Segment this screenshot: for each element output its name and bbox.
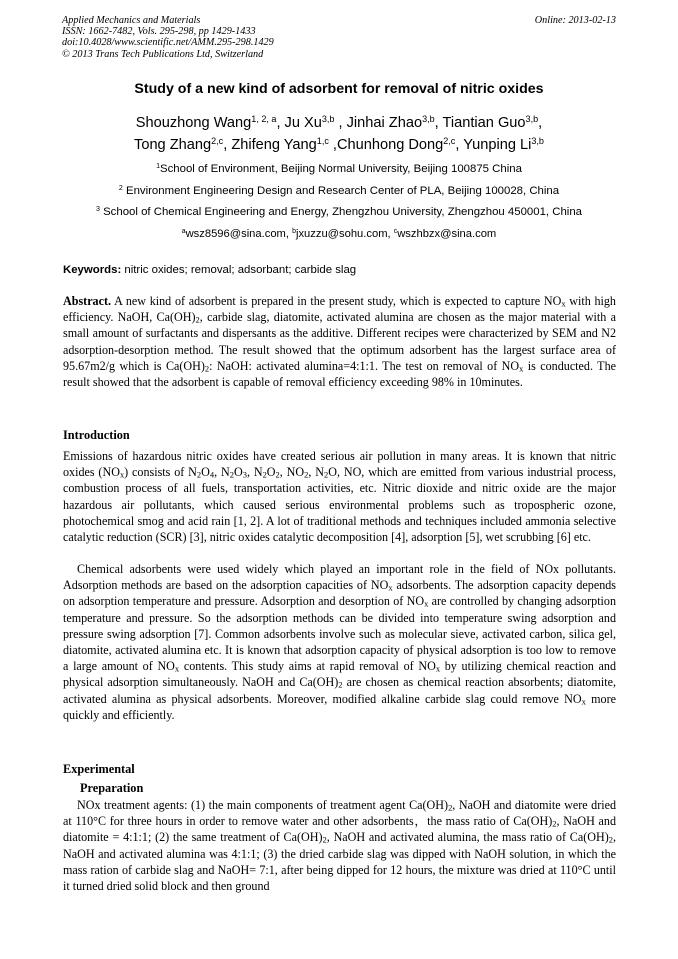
abstract-text: , carbide slag, diatomite, activated alumina are chosen as the major material with a small amount of surfactants and dispersants as the additive. Different recipes were characterized by SEM and N2 adsorption-desorption method. The result showed that the optimum adsorbent has the largest surface area of 95.67m2/g which is Ca(OH)	[63, 310, 616, 373]
journal-copyright: © 2013 Trans Tech Publications Ltd, Switzerland	[62, 48, 264, 60]
text-run: , N	[214, 465, 230, 480]
subscript: x	[119, 469, 125, 480]
journal-header	[62, 15, 616, 60]
email: wsz8596@sina.com,	[185, 228, 293, 240]
text-run: contents. This study aims at rapid removal of NO	[179, 659, 436, 674]
affiliation-mark: 3	[96, 206, 100, 214]
text-run: O	[233, 465, 243, 480]
email: jxuzzu@sohu.com,	[295, 228, 394, 240]
subscript: 2	[195, 314, 200, 325]
author-separator: ,	[434, 115, 443, 131]
author: Shouzhong Wang	[135, 115, 252, 131]
text-run: , N	[308, 465, 324, 480]
author-affiliation-mark: 3,b	[531, 136, 544, 147]
email-mark: b	[292, 228, 296, 236]
author: Zhifeng Yang	[231, 137, 317, 153]
subscript: 2	[448, 802, 453, 813]
subscript: 2	[262, 469, 267, 480]
keywords-label: Keywords:	[63, 264, 122, 276]
subscript: 2	[338, 680, 343, 691]
email-mark: c	[393, 228, 398, 236]
text-run: Emissions of hazardous nitric oxides have created serious air pollution in many areas. It is known that nitric oxides (NO	[63, 449, 616, 480]
subscript: x	[388, 582, 393, 593]
abstract-text: is conducted. The result showed that the adsorbent is capable of removal efficiency exceeding 98% in 10minutes.	[63, 358, 616, 390]
introduction-paragraph-1	[63, 448, 616, 545]
subscript: 2	[204, 363, 210, 374]
text-run: O, NO, which are emitted from various industrial process, combustion process of all fuels, transportation activities, etc. Nitric dioxide and nitric oxide are the major hazardous air pollutants, which caused serious environmental problems such as tropospheric ozone, photochemical smog and acid rain [1, 2]. A lot of traditional methods and techniques included ammonia selective catalytic reduction (SCR) [3], nitric oxides catalytic decomposition [4], adsorption [5], wet scrubbing [6] etc.	[63, 465, 617, 545]
subscript: 2	[275, 469, 280, 480]
email-mark: a	[181, 228, 186, 236]
affiliation-3	[40, 206, 638, 218]
paper-title: Study of a new kind of adsorbent for removal of nitric oxides	[134, 81, 544, 97]
subscript: 2	[229, 469, 234, 480]
subscript: x	[561, 298, 566, 309]
subscript: x	[174, 663, 180, 674]
author-affiliation-mark: 3,b	[422, 114, 435, 125]
subscript: 2	[322, 835, 327, 846]
subscript: x	[519, 363, 524, 374]
affiliation-text: Environment Engineering Design and Research Center of PLA, Beijing 100028, China	[122, 185, 560, 197]
author-separator: ,	[538, 115, 543, 131]
author-separator: ,	[328, 137, 337, 153]
author: Chunhong Dong	[336, 137, 444, 153]
subscript: 3	[242, 469, 247, 480]
abstract-label: Abstract.	[63, 294, 112, 308]
text-run: more quickly and efficiently.	[63, 691, 616, 722]
author: Ju Xu	[284, 115, 322, 131]
affiliation-mark: 1	[156, 163, 160, 171]
text-run: , NaOH and activated alumina was 4:1:1; (3) the dried carbide slag was dipped with NaOH solution, in which the mass ration of carbide slag and NaOH= 7:1, after being dipped for 12 hours, the mixture was dried at 110°C until it turned dried solid block and then ground	[63, 830, 617, 894]
author-affiliation-mark: 3,b	[321, 114, 335, 125]
online-date: Online: 2013-02-13	[534, 15, 616, 26]
keywords	[63, 264, 617, 276]
text-run: ) consists of N	[124, 465, 197, 480]
journal-doi: doi:10.4028/www.scientific.net/AMM.295-298.1429	[62, 37, 274, 49]
journal-issn: ISSN: 1662-7482, Vols. 295-298, pp 1429-1433	[62, 26, 256, 38]
author-affiliation-mark: 1, 2, a	[251, 114, 277, 125]
affiliation-mark: 2	[118, 185, 123, 193]
author-list	[62, 112, 616, 156]
author-separator: ,	[334, 115, 347, 131]
text-run: are chosen as chemical reaction absorbents; diatomite, activated alumina as physical adsorbents. Moreover, modified alkaline carbide slag could remove NO	[63, 675, 616, 706]
subsection-heading-preparation: Preparation	[80, 781, 144, 795]
keywords-text: nitric oxides; removal; adsorbant; carbide slag	[121, 264, 357, 276]
subscript: 2	[552, 818, 557, 829]
journal-name: Applied Mechanics and Materials	[62, 15, 201, 26]
subscript: 2	[196, 469, 202, 480]
abstract-text: with high efficiency. NaOH, Ca(OH)	[63, 294, 616, 325]
text-run: are controlled by changing adsorption temperature and pressure. So the adsorption methods can be divided into temperature swing adsorption and pressure swing adsorption [7]. Common adsorbents involve such as molecular sieve, activated carbon, silica gel, diatomite, activated alumina etc. It is known that adsorption capacity of physical adsorption is too low to remove a large amount of NO	[63, 594, 617, 674]
email: wszhbzx@sina.com	[397, 228, 497, 240]
text-run: , NaOH and diatomite = 4:1:1; (2) the same treatment of Ca(OH)	[63, 814, 616, 845]
affiliation-text: School of Chemical Engineering and Energy, Zhengzhou University, Zhengzhou 450001, China	[99, 206, 582, 218]
author: Tong Zhang	[134, 137, 212, 153]
author-separator: ,	[276, 115, 285, 131]
subscript: 4	[209, 469, 215, 480]
subscript: 2	[608, 835, 613, 846]
abstract-text: : NaOH: activated alumina=4:1:1. The test on removal of NO	[209, 358, 520, 373]
text-run: NOx treatment agents: (1) the main components of treatment agent Ca(OH)	[77, 798, 449, 812]
preparation-paragraph	[63, 797, 616, 894]
subscript: x	[435, 663, 441, 674]
text-run: , NaOH and diatomite were dried at 110°C for three hours in order to remove water and other adsorbents，the mass ratio of Ca(OH)	[63, 798, 616, 829]
author-affiliation-mark: 1,c	[316, 136, 329, 147]
author: Jinhai Zhao	[346, 115, 423, 131]
author-affiliation-mark: 3,b	[525, 114, 539, 125]
affiliation-1	[40, 163, 638, 175]
author-separator: ,	[455, 137, 464, 153]
text-run: Chemical adsorbents were used widely which played an important role in the field of NOx pollutants. Adsorption methods are based on the adsorption capacities of NO	[63, 562, 616, 593]
text-run: , NO	[279, 465, 305, 480]
subscript: x	[424, 599, 429, 610]
affiliation-text: School of Environment, Beijing Normal University, Beijing 100875 China	[159, 163, 522, 175]
abstract-text: A new kind of adsorbent is prepared in the present study, which is expected to capture NO	[111, 294, 562, 308]
abstract	[63, 293, 616, 390]
author-separator: ,	[223, 137, 232, 153]
author: Yunping Li	[463, 137, 532, 153]
text-run: by utilizing chemical reaction and physical adsorption simultaneously. NaOH and Ca(OH)	[63, 659, 616, 690]
text-run: , N	[246, 465, 263, 480]
subscript: 2	[323, 469, 329, 480]
affiliation-2	[40, 185, 638, 197]
text-run: adsorbents. The adsorption capacity depends on adsorption temperature and pressure. Adsorption and desorption of NO	[63, 578, 616, 609]
text-run: O	[201, 465, 210, 480]
section-heading-introduction: Introduction	[63, 428, 130, 442]
text-run: , NaOH and activated alumina, the mass ratio of Ca(OH)	[326, 830, 609, 845]
text-run: O	[266, 465, 276, 480]
section-heading-experimental: Experimental	[63, 762, 135, 776]
author-affiliation-mark: 2,c	[443, 136, 456, 147]
author-emails	[62, 228, 616, 240]
author: Tiantian Guo	[442, 115, 526, 131]
subscript: x	[581, 696, 586, 707]
introduction-paragraph-2	[63, 561, 616, 723]
author-affiliation-mark: 2,c	[211, 136, 224, 147]
subscript: 2	[304, 469, 309, 480]
